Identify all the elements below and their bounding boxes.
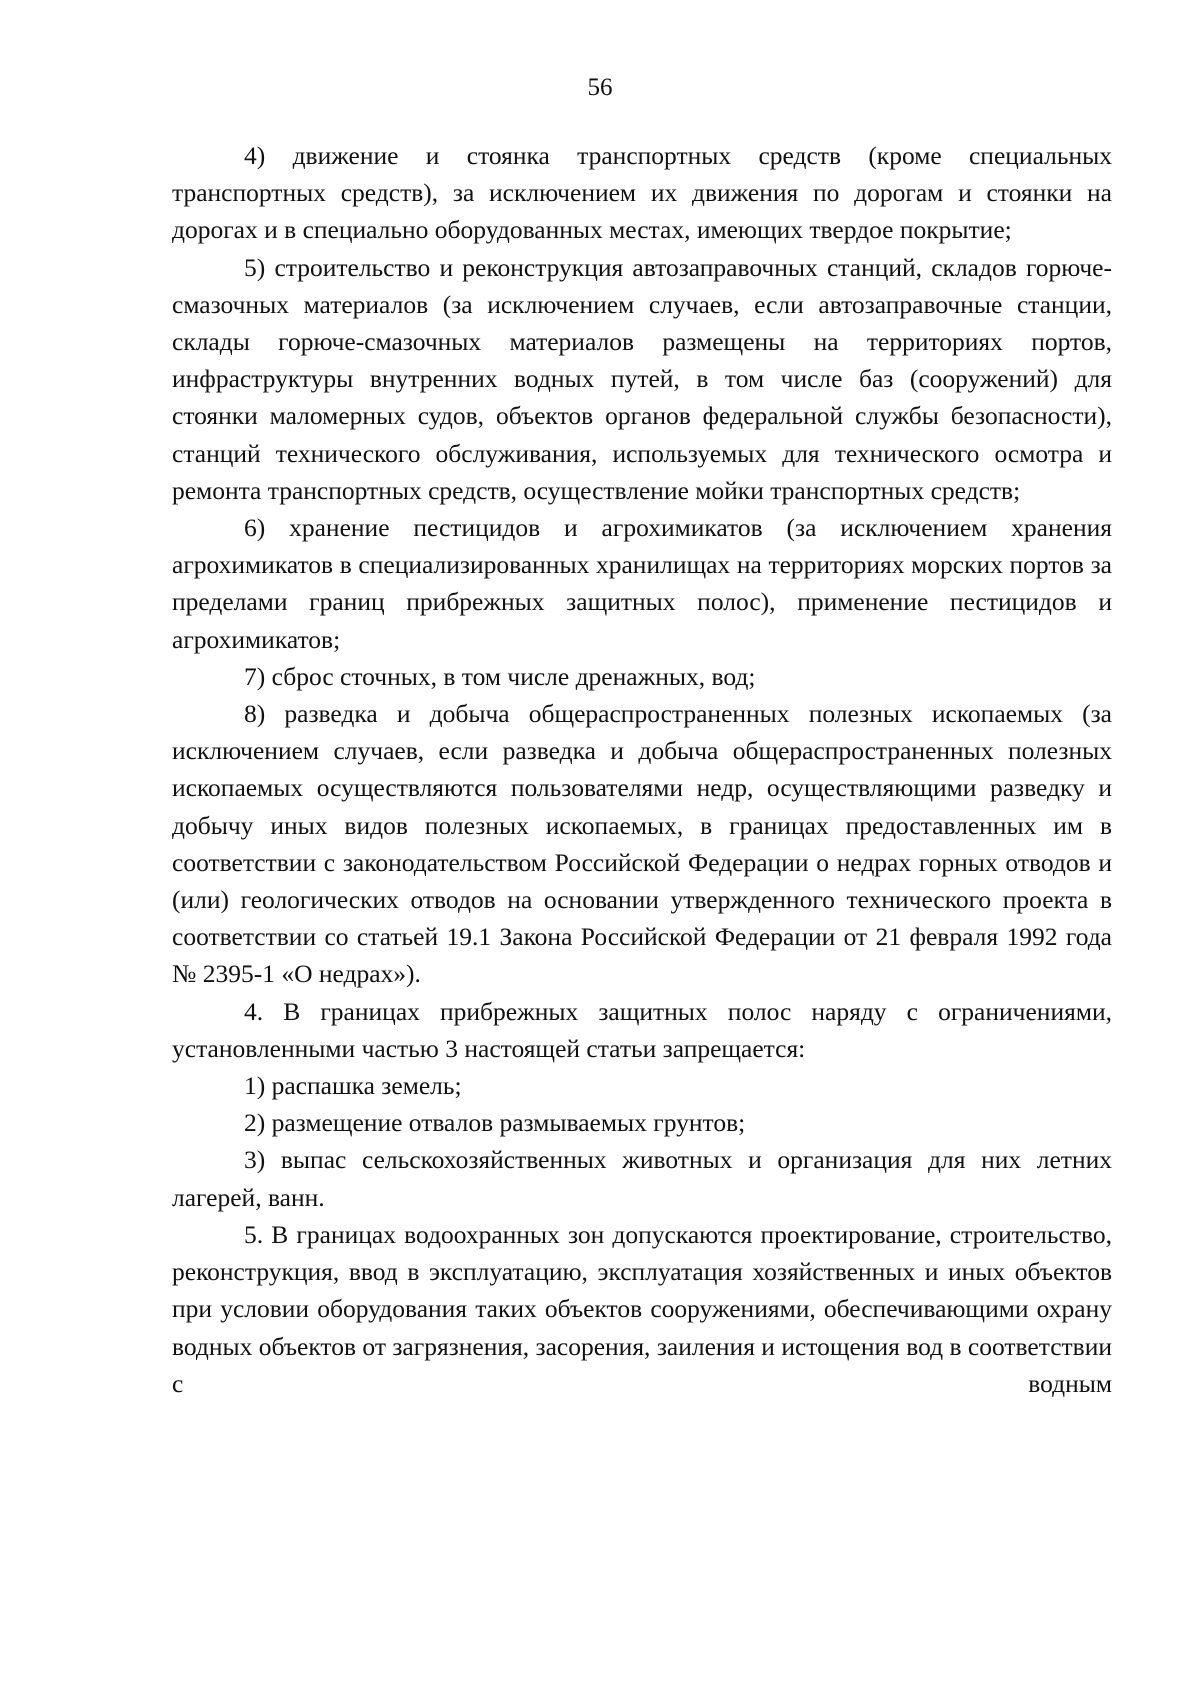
paragraph-item-5-fuel-stations: 5) строительство и реконструкция автозаправочных станций, складов горюче-смазочных материалов (за исключением случаев, если автозаправочные станции, склады горюче-смазочных материалов размещены на территориях портов, инфраструктуры внутренних водных путей, в том числе баз (сооружений) для стоянки маломерных судов, объектов органов федеральной службы безопасности), станций технического обслуживания, используемых для технического осмотра и ремонта транспортных средств, осуществление мойки транспортных средств; bbox=[172, 252, 1112, 505]
paragraph-item-4-vehicles: 4) движение и стоянка транспортных средств (кроме специальных транспортных средств), за исключением их движения по дорогам и стоянки на дорогах и в специально оборудованных местах, имеющих твердое покрытие; bbox=[172, 141, 1112, 245]
paragraph-section-4: 4. В границах прибрежных защитных полос наряду с ограничениями, установленными частью 3 настоящей статьи запрещается: bbox=[172, 996, 1112, 1063]
document-body bbox=[172, 137, 1112, 1402]
paragraph-section-5: 5. В границах водоохранных зон допускаются проектирование, строительство, реконструкция, ввод в эксплуатацию, эксплуатация хозяйственных и иных объектов при условии оборудования таких объектов сооружениями, обеспечивающими охрану водных объектов от загрязнения, засорения, заиления и истощения вод в соответствии с водным bbox=[172, 1219, 1112, 1398]
paragraph-item-8-mining: 8) разведка и добыча общераспространенных полезных ископаемых (за исключением случаев, если разведка и добыча общераспространенных полезных ископаемых осуществляются пользователями недр, осуществляющими разведку и добычу иных видов полезных ископаемых, в границах предоставленных им в соответствии с законодательством Российской Федерации о недрах горных отводов и (или) геологических отводов на основании утвержденного технического проекта в соответствии со статьей 19.1 Закона Российской Федерации от 21 февраля 1992 года № 2395-1 «О недрах»). bbox=[172, 699, 1112, 989]
page-number: 56 bbox=[587, 74, 613, 101]
paragraph-item-7-wastewater: 7) сброс сточных, в том числе дренажных, вод; bbox=[244, 661, 756, 691]
paragraph-item-2-soil-dumps: 2) размещение отвалов размываемых грунтов; bbox=[244, 1108, 746, 1138]
paragraph-item-3-grazing: 3) выпас сельскохозяйственных животных и организация для них летних лагерей, ванн. bbox=[172, 1145, 1112, 1212]
paragraph-item-1-plowing: 1) распашка земель; bbox=[244, 1071, 462, 1101]
paragraph-item-6-pesticides: 6) хранение пестицидов и агрохимикатов (за исключением хранения агрохимикатов в специализированных хранилищах на территориях морских портов за пределами границ прибрежных защитных полос), применение пестицидов и агрохимикатов; bbox=[172, 513, 1112, 654]
